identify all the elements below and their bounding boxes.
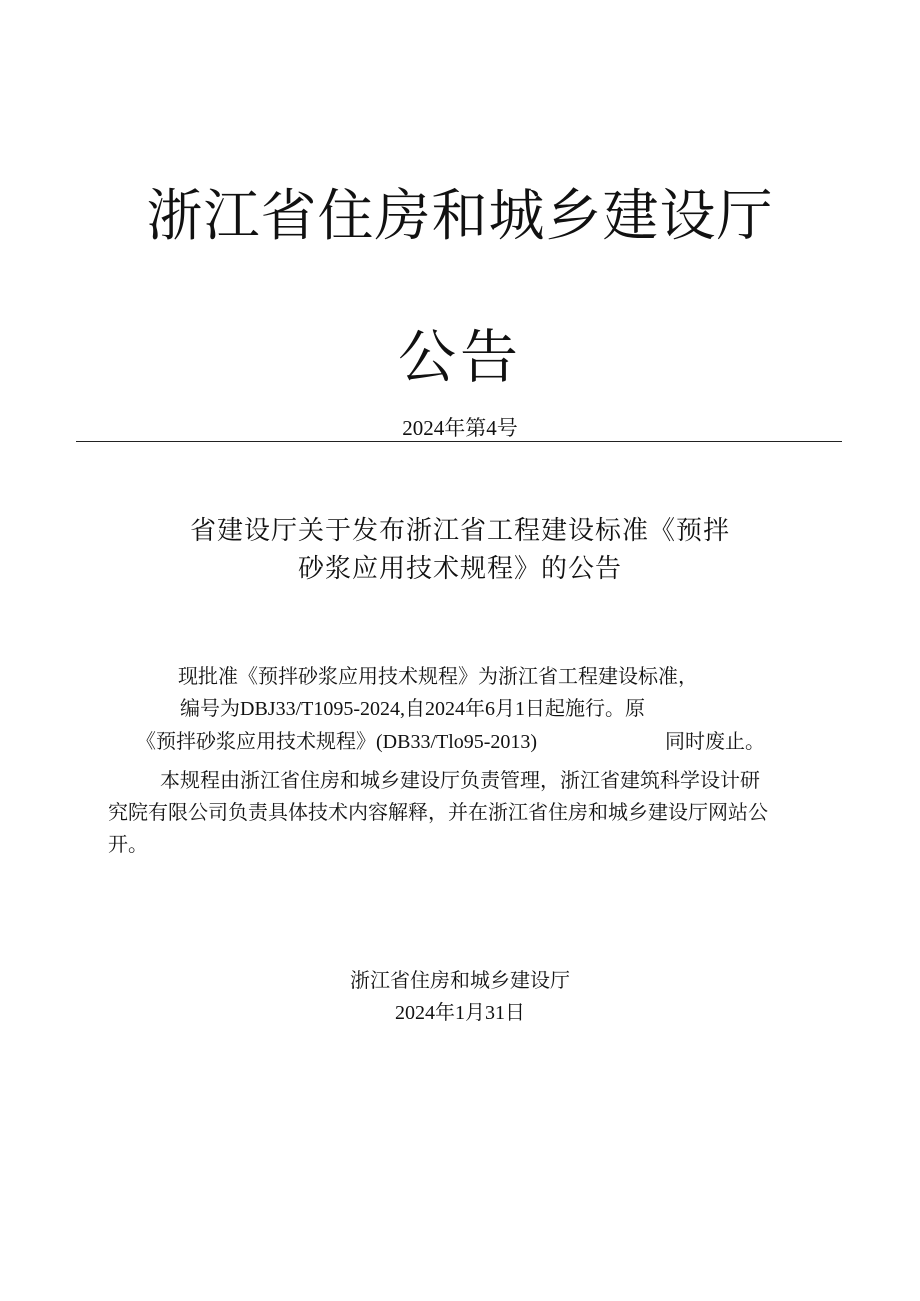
body-line-3: 《预拌砂浆应用技术规程》(DB33/Tlo95-2013) (136, 731, 538, 753)
announcement-number: 2024年第4号 (402, 416, 518, 440)
heading-line-1: 省建设厅关于发布浙江省工程建设标准《预拌 (189, 516, 730, 545)
body-line-2: 编号为DBJ33/T1095-2024,自2024年6月1日起施行。原 (180, 698, 645, 720)
body-line-3-end: 同时废止。 (665, 731, 765, 753)
header-divider (76, 441, 842, 442)
paragraph-2-line-3: 开。 (108, 834, 148, 856)
signer: 浙江省住房和城乡建设厅 (350, 970, 570, 992)
body-line-1: 现批准《预拌砂浆应用技术规程》为浙江省工程建设标准， (178, 666, 698, 688)
paragraph-2-line-1: 本规程由浙江省住房和城乡建设厅负责管理，浙江省建筑科学设计研 (160, 770, 760, 792)
document-type: 公告 (397, 325, 522, 390)
heading-line-2: 砂浆应用技术规程》的公告 (297, 554, 622, 583)
date: 2024年1月31日 (395, 1002, 525, 1024)
issuer-title: 浙江省住房和城乡建设厅 (146, 186, 774, 248)
paragraph-2-line-2: 究院有限公司负责具体技术内容解释，并在浙江省住房和城乡建设厅网站公 (108, 802, 768, 824)
